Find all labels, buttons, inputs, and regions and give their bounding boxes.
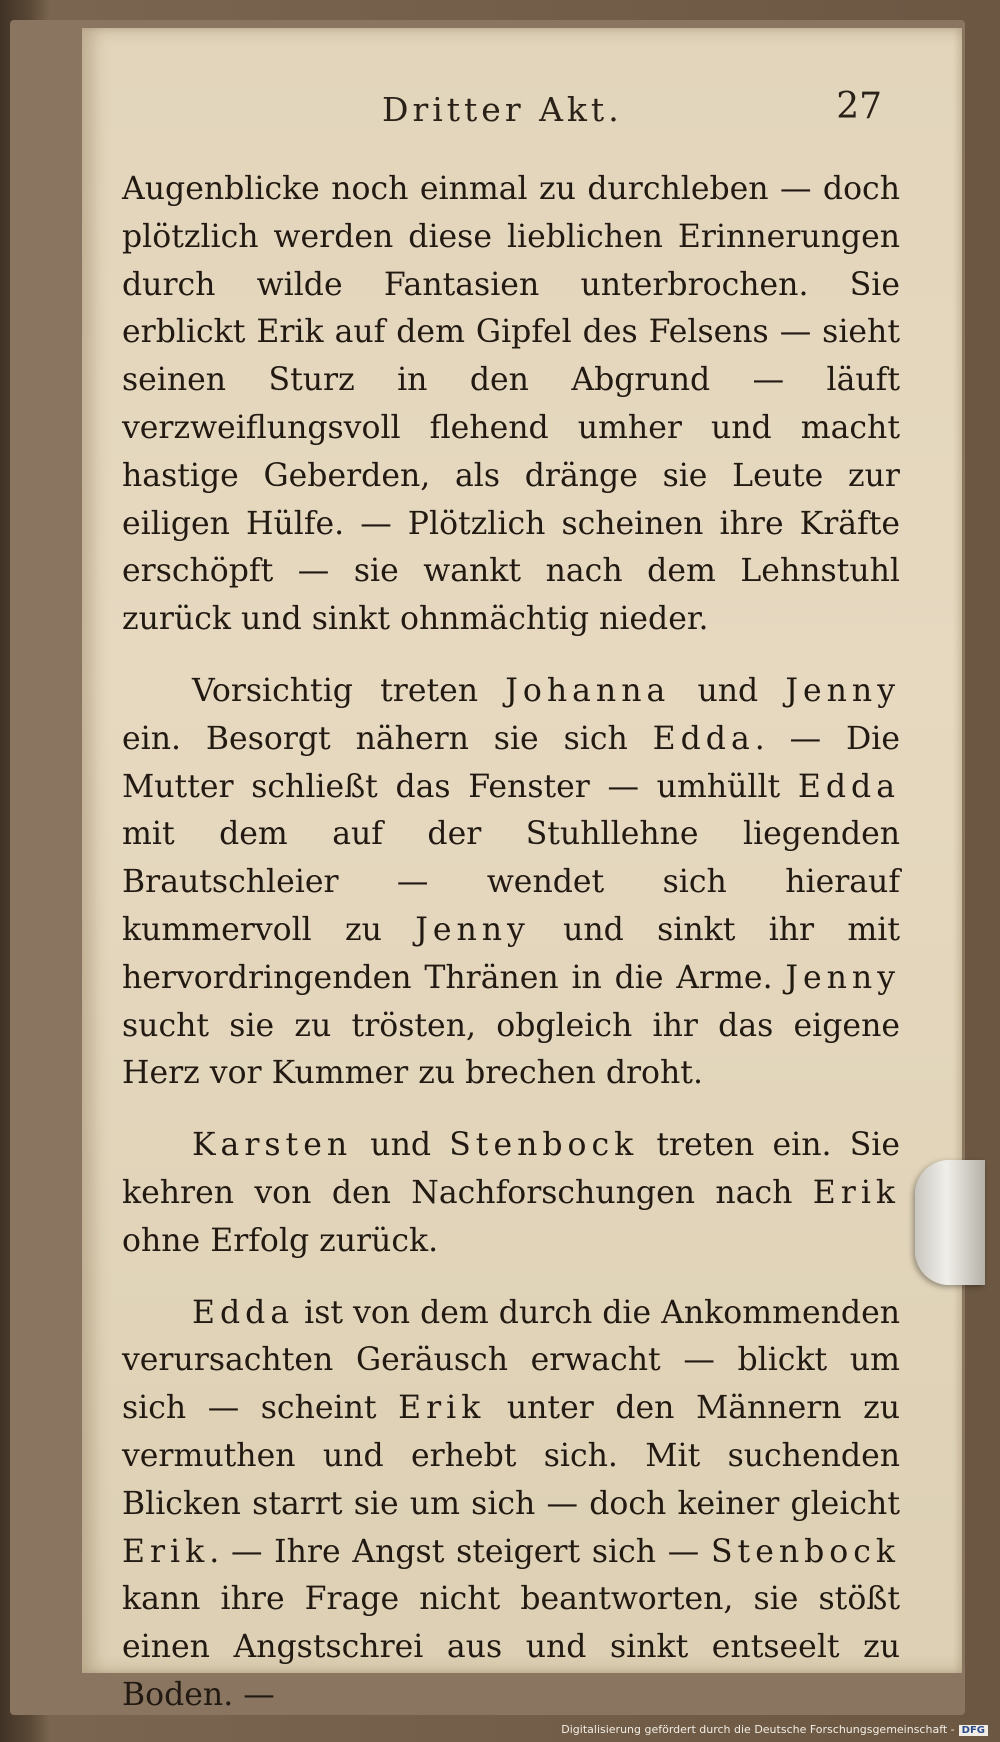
digitization-credit [561, 1723, 988, 1736]
text-run: mit dem auf der Stuhllehne liegenden Brautschleier — wendet sich hierauf kummervoll zu [122, 816, 900, 948]
paragraph-1-text: Augenblicke noch einmal zu durchleben — doch plötzlich werden diese lieblichen Erinnerungen durch wilde Fantasien unterbrochen. Sie erblickt Erik auf dem Gipfel des Felsens — sieht seinen Sturz in den Abgrund — läuft verzweiflungsvoll flehend umher und macht hastige Geberden, als dränge sie Leute zur eiligen Hülfe. — Plötzlich scheinen ihre Kräfte erschöpft — sie wankt nach dem Lehnstuhl zurück und sinkt ohnmächtig nieder. [122, 171, 900, 638]
paragraph-3 [122, 1122, 900, 1265]
dfg-logo: DFG [959, 1725, 988, 1736]
text-run: sucht sie zu trösten, obgleich ihr das eigene Herz vor Kummer zu brechen droht. [122, 1007, 900, 1092]
text-run: ein. Besorgt nähern sie sich [122, 720, 653, 757]
character-name: Jenny [415, 911, 530, 948]
text-run: und [352, 1127, 450, 1164]
page-number: 27 [836, 86, 882, 127]
character-name: Johanna [505, 672, 671, 709]
text-run: treten ein. Sie kehren von den Nachforschungen nach [122, 1127, 900, 1211]
character-name: Erik [812, 1174, 900, 1211]
paragraph-1 [122, 166, 900, 644]
book-page [82, 28, 962, 1713]
character-name: Edda [652, 720, 755, 757]
character-name: Edda [192, 1294, 295, 1331]
credit-text: Digitalisierung gefördert durch die Deutsche Forschungsgemeinschaft - [561, 1723, 955, 1736]
text-run: ist von dem durch die Ankommenden verursachten Geräusch erwacht — blickt um sich — scheint [122, 1294, 900, 1427]
text-run: . — Die Mutter schließt das Fenster — umhüllt [122, 720, 901, 805]
text-run: unter den Männern zu vermuthen und erhebt sich. Mit suchenden Blicken starrt sie um sich — doch keiner gleicht [122, 1390, 900, 1522]
text-run: ohne Erfolg zurück. [122, 1222, 439, 1259]
page-header [82, 86, 962, 138]
paragraph-2 [122, 668, 900, 1098]
character-name: Stenbock [449, 1127, 639, 1164]
running-title: Dritter Akt. [382, 90, 623, 129]
character-name: Jenny [785, 959, 900, 996]
text-run: und [670, 672, 786, 709]
text-run: kann ihre Frage nicht beantworten, sie stößt einen Angstschrei aus und sinkt entseelt zu Boden. — [122, 1581, 900, 1713]
character-name: Edda [797, 768, 900, 805]
character-name: Jenny [785, 672, 900, 709]
character-name: Erik [398, 1390, 486, 1427]
character-name: Stenbock [710, 1533, 900, 1570]
text-run: Vorsichtig treten [192, 672, 506, 709]
text-run: . — Ihre Angst steigert sich — [209, 1533, 711, 1570]
paper-clip [915, 1160, 985, 1285]
character-name: Erik [122, 1533, 210, 1570]
body-text [122, 166, 900, 1742]
paragraph-4 [122, 1290, 900, 1720]
text-run: und sinkt ihr mit hervordringenden Thränen in die Arme. [122, 911, 900, 996]
character-name: Karsten [192, 1127, 353, 1164]
